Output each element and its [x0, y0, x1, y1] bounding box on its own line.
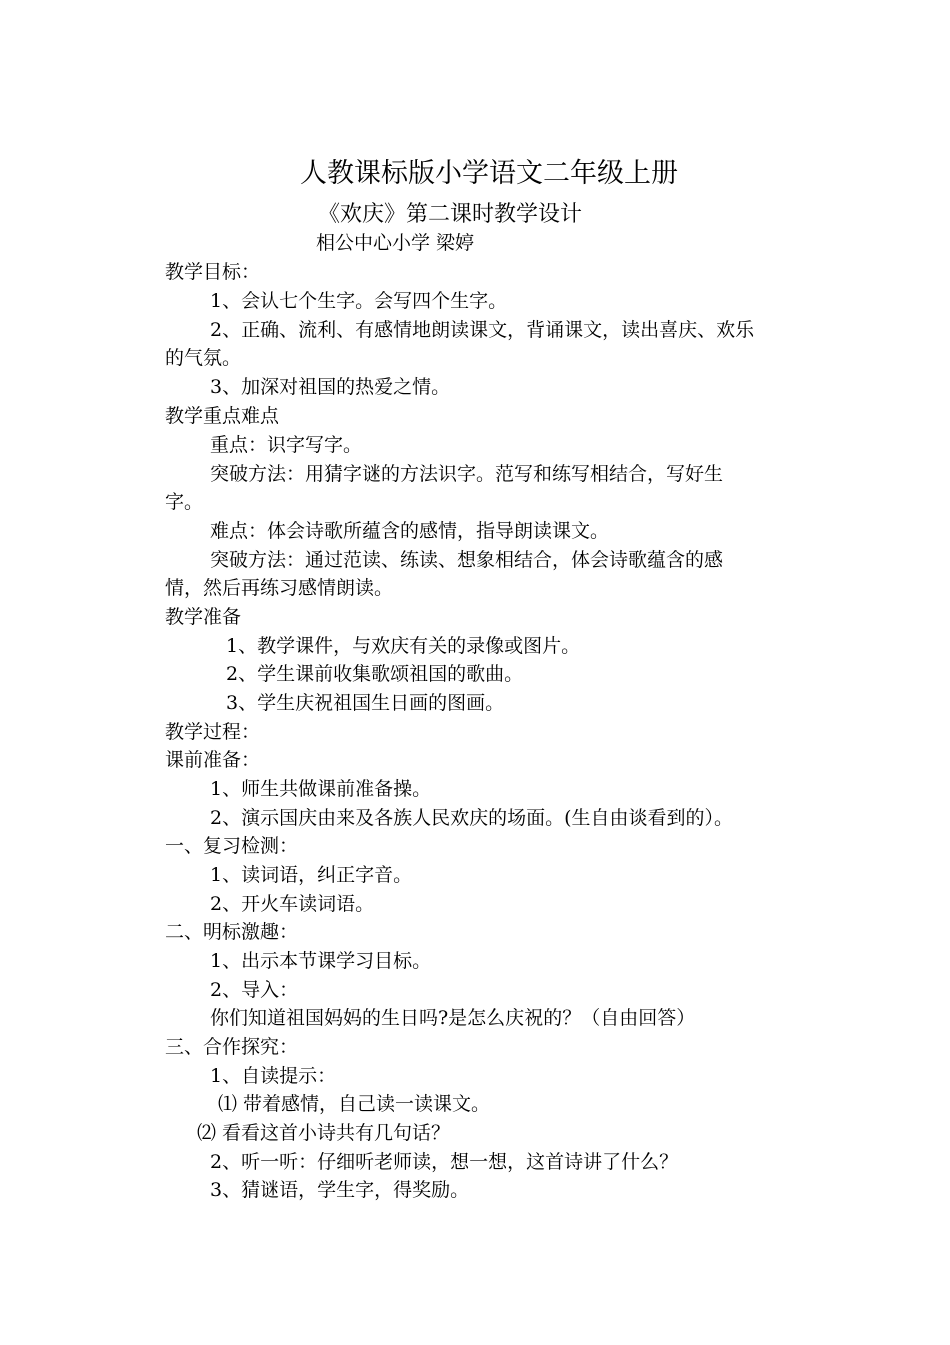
document-subtitle: 《欢庆》第二课时教学设计 — [318, 202, 583, 227]
pre-class-item: 2、演示国庆由来及各族人民欢庆的场面。(生自由谈看到的）。 — [210, 807, 734, 829]
cooperate-item: 3、猜谜语，学生字，得奖励。 — [210, 1179, 470, 1201]
key-point-line: 突破方法：通过范读、练读、想象相结合，体会诗歌蕴含的感 — [210, 549, 724, 571]
goals-intro-item: 你们知道祖国妈妈的生日吗?是怎么庆祝的？（自由回答） — [210, 1007, 696, 1029]
goals-intro-heading: 二、明标激趣： — [165, 921, 299, 943]
goal-item-continuation: 的气氛。 — [165, 347, 242, 369]
preparation-heading: 教学准备 — [165, 606, 242, 628]
goals-intro-item: 2、导入： — [210, 979, 299, 1001]
review-heading: 一、复习检测： — [165, 835, 299, 857]
key-point-line-continuation: 字。 — [165, 491, 204, 513]
goal-item: 3、加深对祖国的热爱之情。 — [210, 376, 451, 398]
key-point-line: 突破方法：用猜字谜的方法识字。范写和练写相结合，写好生 — [210, 463, 724, 485]
cooperate-heading: 三、合作探究： — [165, 1036, 299, 1058]
review-item: 1、读词语，纠正字音。 — [210, 864, 413, 886]
cooperate-item: 1、自读提示： — [210, 1065, 337, 1087]
preparation-item: 2、学生课前收集歌颂祖国的歌曲。 — [226, 663, 524, 685]
goal-item: 2、正确、流利、有感情地朗读课文，背诵课文，读出喜庆、欢乐 — [210, 319, 755, 341]
goals-heading: 教学目标： — [165, 261, 261, 283]
cooperate-item: 2、听一听：仔细听老师读，想一想，这首诗讲了什么？ — [210, 1151, 679, 1173]
goal-item: 1、会认七个生字。会写四个生字。 — [210, 290, 508, 312]
pre-class-item: 1、师生共做课前准备操。 — [210, 778, 432, 800]
preparation-item: 1、教学课件，与欢庆有关的录像或图片。 — [226, 635, 581, 657]
cooperate-subitem: ⑵ 看看这首小诗共有几句话？ — [197, 1122, 451, 1144]
key-point-line: 难点：体会诗歌所蕴含的感情，指导朗读课文。 — [210, 520, 610, 542]
author-line: 相公中心小学 梁婷 — [316, 232, 475, 254]
document-title: 人教课标版小学语文二年级上册 — [300, 158, 678, 189]
key-point-line: 重点：识字写字。 — [210, 434, 363, 456]
pre-class-heading: 课前准备： — [165, 749, 261, 771]
review-item: 2、开火车读词语。 — [210, 893, 375, 915]
process-heading: 教学过程： — [165, 721, 261, 743]
preparation-item: 3、学生庆祝祖国生日画的图画。 — [226, 692, 505, 714]
cooperate-subitem: ⑴ 带着感情，自己读一读课文。 — [218, 1093, 491, 1115]
key-point-line-continuation: 情，然后再练习感情朗读。 — [165, 577, 394, 599]
goals-intro-item: 1、出示本节课学习目标。 — [210, 950, 432, 972]
key-points-heading: 教学重点难点 — [165, 405, 280, 427]
